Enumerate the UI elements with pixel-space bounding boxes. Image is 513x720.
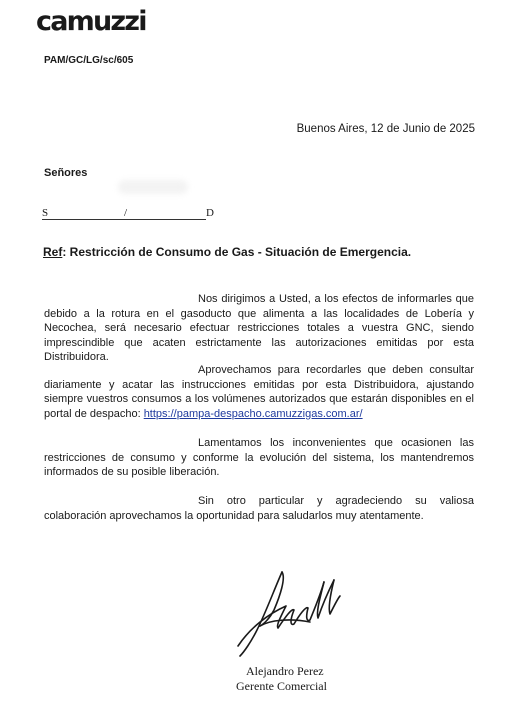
address-mid: / bbox=[124, 207, 128, 219]
handwritten-signature bbox=[230, 566, 345, 662]
redacted-recipient bbox=[118, 180, 188, 194]
address-start: S bbox=[42, 207, 49, 219]
recipient-address-line bbox=[42, 207, 214, 222]
address-underline bbox=[42, 219, 206, 220]
signatory-title: Gerente Comercial bbox=[236, 679, 327, 693]
recipient-salutation: Señores bbox=[44, 167, 88, 179]
body-paragraph-4: Sin otro particular y agradeciendo su valiosa colaboración aprovechamos la oportunidad para saludarlos muy atentamente. bbox=[44, 495, 474, 522]
letter-date: Buenos Aires, 12 de Junio de 2025 bbox=[296, 123, 475, 135]
reference-code: PAM/GC/LG/sc/605 bbox=[44, 55, 134, 66]
camuzzi-logo bbox=[36, 8, 146, 35]
body-paragraph-1: Nos dirigimos a Usted, a los efectos de informarles que debido a la rotura en el gasoducto que alimenta a las localidades de Lobería y Necochea, será necesario efectuar restricciones totales a vuestra GNC, siendo imprescindible que acaten estrictamente las autorizaciones emitidas por esta Distribuidora. bbox=[44, 293, 474, 364]
subject-separator: : bbox=[62, 245, 67, 259]
subject-line bbox=[43, 245, 411, 259]
signatory-name: Alejandro Perez bbox=[246, 664, 324, 678]
body-paragraph-2-text: Aprovechamos para recordarles que deben consultar diariamente y acatar las instrucciones emitidas por esta Distribuidora, ajustando siempre vuestros consumos a los volúmenes autorizados que estarán disponibles en el portal de despacho: bbox=[44, 364, 474, 420]
logo-text: camuzzi bbox=[36, 6, 146, 37]
despacho-portal-link[interactable]: https://pampa-despacho.camuzzigas.com.ar/ bbox=[143, 407, 363, 420]
address-end: D bbox=[206, 207, 214, 219]
body-paragraph-3: Lamentamos los inconvenientes que ocasionen las restricciones de consumo y conforme la evolución del sistema, los mantendremos informados de su posible liberación. bbox=[44, 437, 474, 479]
body-paragraph-2 bbox=[44, 363, 474, 421]
subject-text: Restricción de Consumo de Gas - Situación de Emergencia. bbox=[66, 245, 412, 259]
subject-label: Ref bbox=[43, 245, 63, 259]
